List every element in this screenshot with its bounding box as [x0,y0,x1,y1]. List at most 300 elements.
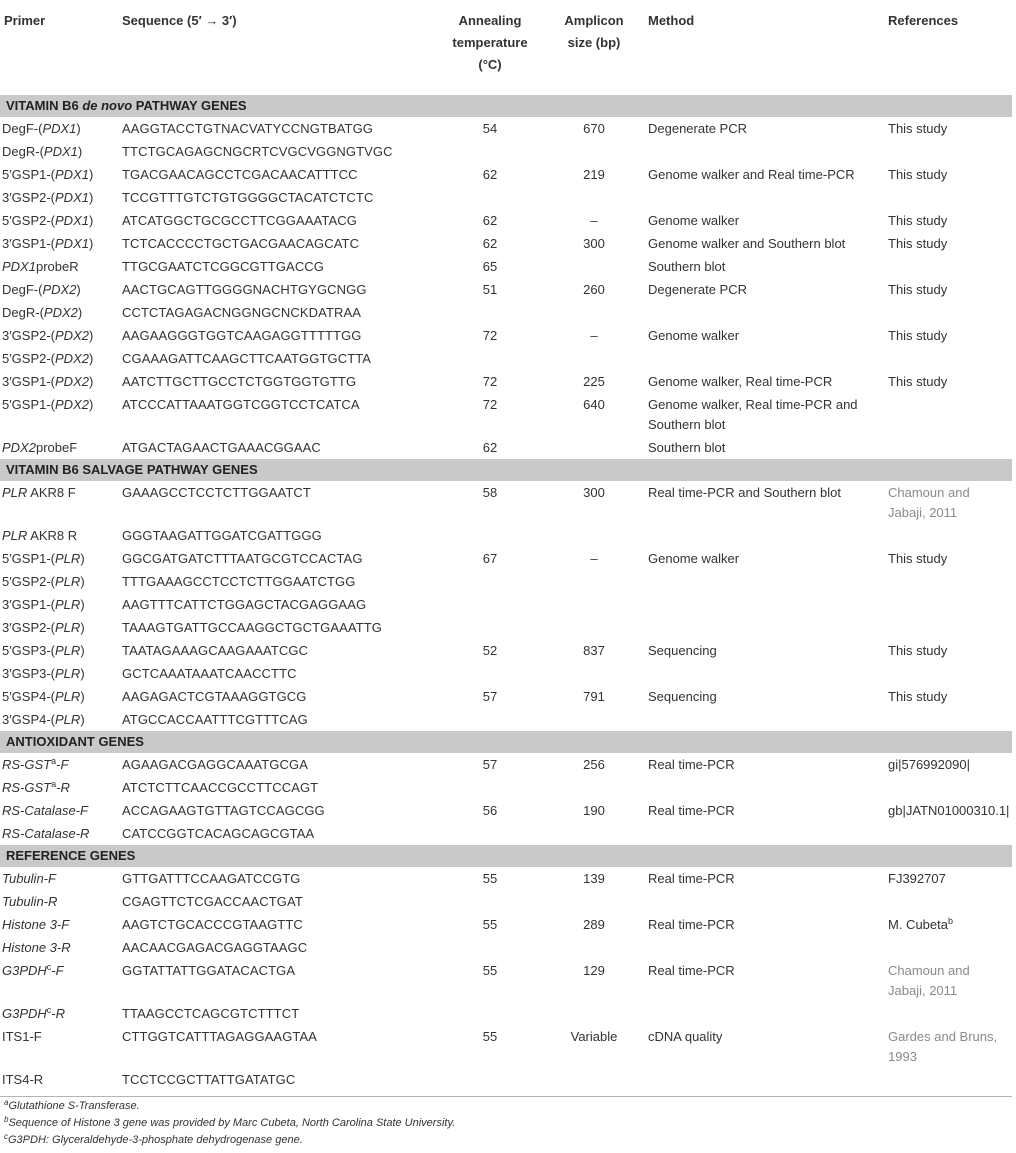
primer-name-prefix: ITS4-R [2,1072,44,1087]
primer-name-italic: Tubulin-F [2,871,56,886]
primer-cell [0,867,118,890]
reference-cell [884,232,1012,255]
primer-name-italic: Histone 3-R [2,940,71,955]
amplicon-size-cell [544,186,644,209]
header-amplicon-line2: size (bp) [567,35,621,50]
method-cell [644,708,884,731]
primer-name-italic-suffix: -F [56,757,69,772]
reference-cell [884,140,1012,163]
primer-name-prefix: 5′GSP1-( [2,167,56,182]
amplicon-size-cell: 190 [583,803,605,818]
primer-name-suffix: ) [88,167,94,182]
primer-cell [0,662,118,685]
reference-cell [884,936,1012,959]
annealing-temp-cell [436,890,544,913]
reference-cell [884,324,1012,347]
primer-name-italic: G3PDH [2,963,47,978]
primer-cell [0,117,118,140]
section-header-row [0,731,1012,753]
sequence-cell: TAAAGTGATTGCCAAGGCTGCTGAAATTG [122,620,383,635]
primer-cell [0,209,118,232]
amplicon-size-cell [544,593,644,616]
amplicon-size-cell [544,347,644,370]
table-row [0,662,1012,685]
amplicon-size-cell [544,524,644,547]
primer-cell [0,1068,118,1097]
primer-name-prefix: 3′GSP2-( [2,620,56,635]
method-cell [644,301,884,324]
method-cell: Genome walker [648,328,740,343]
section-title [0,845,1012,867]
table-row [0,593,1012,616]
sequence-cell: TTAAGCCTCAGCGTCTTTCT [122,1006,300,1021]
sequence-cell: CGAGTTCTCGACCAACTGAT [122,894,303,909]
sequence-cell: TTTGAAAGCCTCCTCTTGGAATCTGG [122,574,356,589]
table-row [0,481,1012,524]
primer-name-suffix: probeF [35,440,78,455]
annealing-temp-cell: 56 [482,803,498,818]
sequence-cell: AGAAGACGAGGCAAATGCGA [122,757,308,772]
annealing-temp-cell: 67 [482,551,498,566]
amplicon-size-cell [544,616,644,639]
header-annealing-line1: Annealing [458,13,522,28]
annealing-temp-cell: 72 [482,328,498,343]
sequence-cell: TCTCACCCCTGCTGACGAACAGCATC [122,236,360,251]
method-cell: Genome walker, Real time-PCR [648,374,833,389]
method-cell [644,1068,884,1097]
section-title-text: ANTIOXIDANT GENES [6,734,144,749]
primer-name-italic: PDX1 [55,190,89,205]
primer-name-italic: PDX1 [55,213,89,228]
table-row [0,278,1012,301]
sequence-cell: ATGCCACCAATTTCGTTTCAG [122,712,308,727]
amplicon-size-cell [544,436,644,459]
primer-name-italic: PLR [55,666,81,681]
sequence-cell: AAGTCTGCACCCGTAAGTTC [122,917,303,932]
sequence-cell: GTTGATTTCCAAGATCCGTG [122,871,301,886]
footnote-mark: b [947,916,953,926]
annealing-temp-cell: 55 [482,871,498,886]
table-row [0,393,1012,436]
section-header-row [0,845,1012,867]
primer-cell [0,278,118,301]
amplicon-size-cell: 837 [583,643,605,658]
primer-name-italic: PLR [2,528,28,543]
reference-text: Chamoun and Jabaji, 2011 [888,485,970,520]
table-row [0,822,1012,845]
primer-name-prefix: 3′GSP1-( [2,236,56,251]
amplicon-size-cell: 791 [583,689,605,704]
primer-cell [0,913,118,936]
table-row [0,255,1012,278]
method-cell [644,616,884,639]
table-row [0,570,1012,593]
sequence-cell: ACCAGAAGTGTTAGTCCAGCGG [122,803,325,818]
primer-name-suffix: AKR8 R [27,528,78,543]
primer-cell [0,140,118,163]
method-cell [644,186,884,209]
table-row [0,1068,1012,1097]
sequence-cell: CGAAAGATTCAAGCTTCAATGGTGCTTA [122,351,372,366]
amplicon-size-cell [544,301,644,324]
method-cell [644,822,884,845]
primer-name-prefix: 3′GSP2-( [2,190,56,205]
primer-name-prefix: 5′GSP2-( [2,574,56,589]
primer-cell [0,324,118,347]
sequence-cell: ATCATGGCTGCGCCTTCGGAAATACG [122,213,357,228]
sequence-cell: TTCTGCAGAGCNGCRTCVGCVGGNGTVGC [122,144,393,159]
primer-name-italic: RS-GST [2,780,52,795]
sequence-cell: TTGCGAATCTCGGCGTTGACCG [122,259,325,274]
primer-name-prefix: DegR-( [2,305,44,320]
primer-name-italic: PDX2 [55,374,89,389]
primer-name-suffix: ) [76,282,81,297]
amplicon-size-cell: 139 [583,871,605,886]
footnote-mark: a [4,1098,9,1107]
primer-name-italic: PDX2 [55,328,89,343]
method-cell: Genome walker [648,551,740,566]
amplicon-size-cell: 225 [583,374,605,389]
footnote-mark: c [4,1132,8,1141]
primer-name-suffix: ) [80,689,85,704]
primer-name-suffix: ) [88,374,94,389]
method-cell [644,140,884,163]
footnotes [4,1098,455,1149]
method-cell [644,524,884,547]
primer-name-prefix: ITS1-F [2,1029,42,1044]
header-references: References [884,0,1012,90]
reference-cell [884,799,1012,822]
reference-text: M. Cubeta [888,917,948,932]
primer-name-italic: PLR [2,485,28,500]
method-cell: Real time-PCR [648,757,735,772]
reference-text: This study [888,282,948,297]
method-cell: Southern blot [648,440,726,455]
table-row [0,936,1012,959]
section-title-text: VITAMIN B6 SALVAGE PATHWAY GENES [6,462,258,477]
primer-cell [0,936,118,959]
primer-name-italic-suffix: -F [51,963,64,978]
amplicon-size-cell [544,890,644,913]
primer-name-suffix: ) [77,144,83,159]
primer-name-suffix: ) [88,351,94,366]
table-row [0,959,1012,1002]
primer-cell [0,393,118,436]
primer-cell [0,186,118,209]
primer-name-suffix: ) [88,328,94,343]
method-cell: Degenerate PCR [648,121,747,136]
primer-name-italic: PDX2 [55,351,89,366]
reference-cell [884,685,1012,708]
table-row [0,436,1012,459]
header-method: Method [644,0,884,90]
primer-cell [0,1002,118,1025]
annealing-temp-cell [436,1068,544,1097]
annealing-temp-cell: 65 [482,259,498,274]
footnote-mark: b [4,1115,9,1124]
primer-name-suffix: ) [80,666,85,681]
table-row [0,547,1012,570]
method-cell [644,890,884,913]
amplicon-size-cell: 300 [583,485,605,500]
primer-name-prefix: 3′GSP3-( [2,666,56,681]
amplicon-size-cell: 289 [583,917,605,932]
table-row [0,347,1012,370]
primer-name-suffix: AKR8 F [27,485,76,500]
footnote-text: Sequence of Histone 3 gene was provided by Marc Cubeta, North Carolina State University. [8,1117,456,1129]
reference-cell [884,163,1012,186]
sequence-cell: AAGTTTCATTCTGGAGCTACGAGGAAG [122,597,367,612]
table-row [0,776,1012,799]
section-header-row [0,90,1012,117]
table-row [0,639,1012,662]
section-title [0,459,1012,481]
sequence-cell: AATCTTGCTTGCCTCTGGTGGTGTTG [122,374,357,389]
method-cell: Real time-PCR [648,871,735,886]
primer-name-italic: PDX1 [55,167,89,182]
annealing-temp-cell [436,593,544,616]
reference-text: gb|JATN01000310.1| [888,803,1010,818]
sequence-cell: ATCTCTTCAACCGCCTTCCAGT [122,780,319,795]
footnote [4,1115,455,1132]
annealing-temp-cell [436,776,544,799]
primer-name-italic: PLR [55,643,81,658]
primer-name-prefix: DegF-( [2,282,43,297]
reference-text: This study [888,374,948,389]
amplicon-size-cell: 219 [583,167,605,182]
primer-cell [0,1025,118,1068]
header-sequence: Sequence (5′ → 3′) [118,0,436,90]
annealing-temp-cell: 62 [482,167,498,182]
primer-name-prefix: 3′GSP2-( [2,328,56,343]
annealing-temp-cell: 55 [482,917,498,932]
reference-cell [884,524,1012,547]
primer-cell [0,616,118,639]
primer-cell [0,822,118,845]
annealing-temp-cell [436,708,544,731]
sequence-cell: GCTCAAATAAATCAACCTTC [122,666,297,681]
reference-cell [884,959,1012,1002]
table-row [0,301,1012,324]
primer-name-italic: PDX1 [42,121,77,136]
reference-cell [884,616,1012,639]
annealing-temp-cell [436,822,544,845]
primer-name-prefix: 3′GSP4-( [2,712,56,727]
primer-cell [0,890,118,913]
primer-name-suffix: ) [88,213,94,228]
method-cell: Genome walker and Southern blot [648,236,846,251]
section-title-text-end: PATHWAY GENES [132,98,247,113]
reference-cell [884,186,1012,209]
section-title [0,90,1012,117]
method-cell: Southern blot [648,259,726,274]
reference-cell [884,753,1012,776]
annealing-temp-cell: 52 [482,643,498,658]
reference-cell [884,1002,1012,1025]
method-cell: Sequencing [648,643,717,658]
table-row [0,1025,1012,1068]
annealing-temp-cell [436,662,544,685]
method-cell [644,570,884,593]
table-body [0,90,1012,1097]
sequence-cell: TCCGTTTGTCTGTGGGGCTACATCTCTC [122,190,374,205]
reference-text: This study [888,689,948,704]
amplicon-size-cell: – [590,551,598,566]
primer-name-prefix: 5′GSP2-( [2,213,56,228]
sequence-cell: ATCCCATTAAATGGTCGGTCCTCATCA [122,397,360,412]
footnote [4,1132,455,1149]
primer-name-suffix: probeR [35,259,79,274]
section-title-italic: de novo [82,98,133,113]
primer-name-prefix: 5′GSP3-( [2,643,56,658]
table-row [0,324,1012,347]
sequence-cell: CATCCGGTCACAGCAGCGTAA [122,826,315,841]
primer-name-suffix: ) [88,397,94,412]
primer-name-suffix: ) [80,597,85,612]
method-cell: Genome walker, Real time-PCR and Southern blot [648,397,858,432]
primer-name-italic: PDX1 [55,236,89,251]
reference-text: This study [888,167,948,182]
footnote-text: Glutathione S-Transferase. [8,1100,140,1112]
section-title-text: REFERENCE GENES [6,848,136,863]
amplicon-size-cell [544,822,644,845]
reference-cell [884,209,1012,232]
primer-name-suffix: ) [80,551,85,566]
reference-cell [884,913,1012,936]
reference-text: Chamoun and Jabaji, 2011 [888,963,970,998]
primer-name-italic: PDX1 [43,144,78,159]
annealing-temp-cell: 55 [482,1029,498,1044]
annealing-temp-cell [436,186,544,209]
reference-text: This study [888,643,948,658]
primer-name-suffix: ) [80,574,85,589]
method-cell: Real time-PCR [648,917,735,932]
reference-cell [884,662,1012,685]
header-primer: Primer [0,0,118,90]
method-cell: Genome walker [648,213,740,228]
section-title-text: VITAMIN B6 [6,98,83,113]
table-row [0,685,1012,708]
annealing-temp-cell [436,616,544,639]
primer-name-prefix: 3′GSP1-( [2,597,56,612]
annealing-temp-cell [436,936,544,959]
annealing-temp-cell [436,140,544,163]
primer-name-suffix: ) [88,236,94,251]
annealing-temp-cell: 57 [482,757,498,772]
primer-cell [0,436,118,459]
reference-cell [884,436,1012,459]
annealing-temp-cell: 54 [482,121,498,136]
primer-name-suffix: ) [80,643,85,658]
amplicon-size-cell [544,708,644,731]
sequence-cell: AACTGCAGTTGGGGNACHTGYGCNGG [122,282,367,297]
primer-name-italic: PLR [55,712,81,727]
primer-cell [0,685,118,708]
table-row [0,708,1012,731]
reference-text: This study [888,328,948,343]
primer-cell [0,524,118,547]
amplicon-size-cell [544,662,644,685]
primer-name-prefix: 5′GSP4-( [2,689,56,704]
annealing-temp-cell [436,1002,544,1025]
reference-cell [884,1068,1012,1097]
method-cell [644,662,884,685]
primer-name-suffix: ) [80,712,85,727]
primer-name-prefix: 5′GSP2-( [2,351,56,366]
primer-name-suffix: ) [76,121,81,136]
primer-cell [0,753,118,776]
primer-name-suffix: ) [77,305,83,320]
reference-cell [884,867,1012,890]
sequence-cell: TAATAGAAAGCAAGAAATCGC [122,643,309,658]
annealing-temp-cell: 58 [482,485,498,500]
table-row [0,1002,1012,1025]
primer-name-italic: PDX1 [2,259,36,274]
reference-text: This study [888,121,948,136]
primer-cell [0,481,118,524]
primer-name-suffix: ) [88,190,94,205]
amplicon-size-cell [544,140,644,163]
primer-name-prefix: DegF-( [2,121,43,136]
annealing-temp-cell [436,524,544,547]
primer-cell [0,959,118,1002]
primer-name-italic-suffix: -R [51,1006,66,1021]
primer-name-prefix: 5′GSP1-( [2,551,56,566]
amplicon-size-cell [544,570,644,593]
method-cell [644,347,884,370]
table-row [0,186,1012,209]
primer-name-prefix: DegR-( [2,144,44,159]
primer-name-prefix: 5′GSP1-( [2,397,56,412]
primer-cell [0,370,118,393]
primer-name-italic: PDX2 [2,440,36,455]
table-row [0,163,1012,186]
footnote-mark: c [46,1005,52,1015]
sequence-cell: CCTCTAGAGACNGGNGCNCKDATRAA [122,305,362,320]
reference-cell [884,117,1012,140]
primer-name-italic: RS-GST [2,757,52,772]
primer-name-suffix: ) [80,620,85,635]
amplicon-size-cell: 129 [583,963,605,978]
method-cell: Real time-PCR and Southern blot [648,485,841,500]
primer-name-italic: RS-Catalase-R [2,826,90,841]
footnote-mark: a [51,756,57,766]
header-amplicon [544,0,644,90]
footnote-mark: c [46,962,52,972]
method-cell [644,1002,884,1025]
sequence-cell: CTTGGTCATTTAGAGGAAGTAA [122,1029,318,1044]
reference-cell [884,708,1012,731]
primer-cell [0,232,118,255]
primer-name-italic: Tubulin-R [2,894,58,909]
primer-cell [0,163,118,186]
primer-cell [0,593,118,616]
header-amplicon-line1: Amplicon [564,13,624,28]
reference-text: FJ392707 [888,871,946,886]
table-row [0,524,1012,547]
sequence-cell: TCCTCCGCTTATTGATATGC [118,1068,436,1097]
amplicon-size-cell: 256 [583,757,605,772]
primer-cell [0,639,118,662]
primer-name-italic: PLR [55,620,81,635]
amplicon-size-cell: Variable [570,1029,618,1044]
amplicon-size-cell [544,1002,644,1025]
primer-name-italic: PLR [55,597,81,612]
reference-cell [884,822,1012,845]
amplicon-size-cell [544,255,644,278]
table-row [0,753,1012,776]
reference-cell [884,890,1012,913]
